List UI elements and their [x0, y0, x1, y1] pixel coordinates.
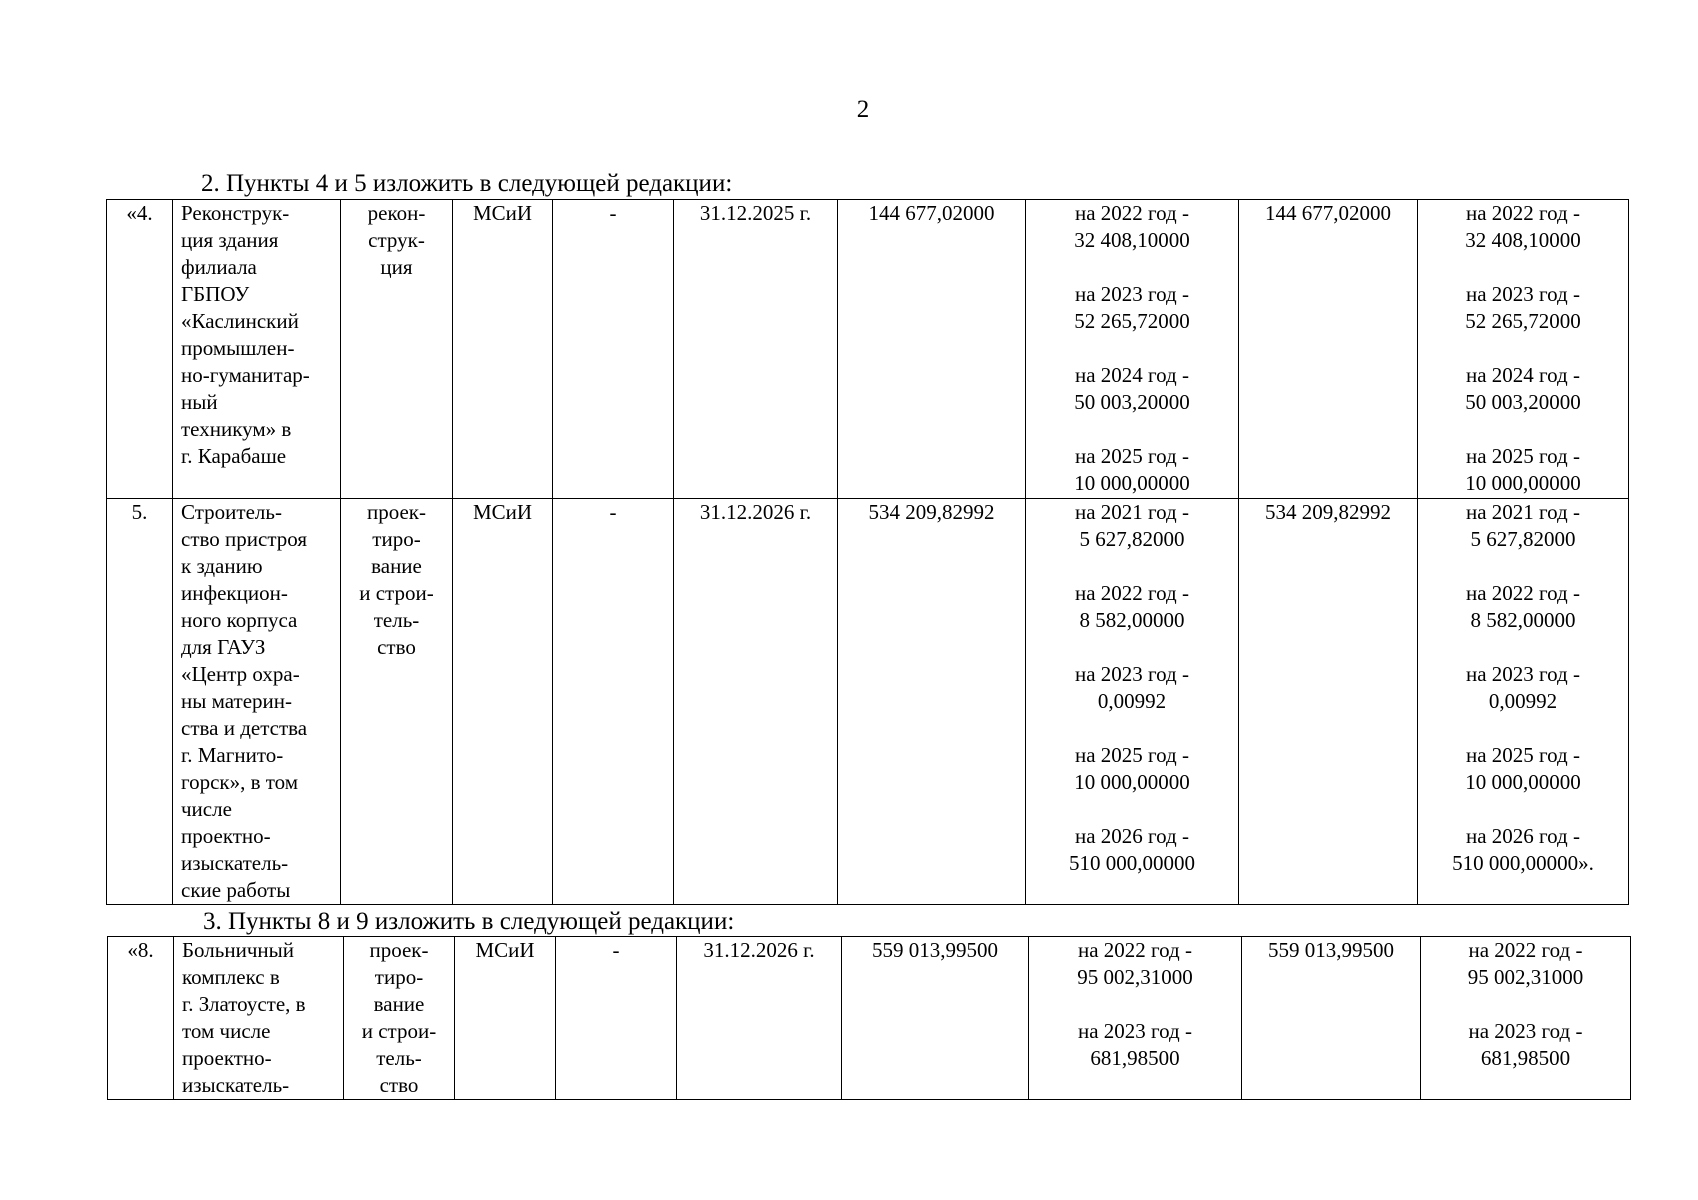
year-label: на 2022 год - — [1078, 938, 1192, 962]
year-entry — [1418, 362, 1628, 416]
year-entry — [1421, 1018, 1630, 1072]
table-row — [107, 499, 1629, 905]
year-entry — [1418, 281, 1628, 335]
year-value: 510 000,00000». — [1452, 851, 1594, 875]
year-entry — [1418, 443, 1628, 497]
year-value: 10 000,00000 — [1074, 770, 1190, 794]
year-entry — [1418, 661, 1628, 715]
item-name-line: ция здания — [181, 228, 279, 252]
work-type-line: тиро- — [372, 527, 421, 551]
item-name-line: г. Карабаше — [181, 444, 287, 468]
yearly-financing — [1026, 499, 1239, 905]
total-cost: 144 677,02000 — [838, 200, 1026, 499]
item-number: «8. — [108, 937, 174, 1100]
responsible-org: МСиИ — [455, 937, 556, 1100]
table-row — [107, 200, 1629, 499]
item-name — [173, 499, 341, 905]
item-name-line: проектно- — [182, 1046, 272, 1070]
yearly-financing-budget — [1418, 499, 1629, 905]
item-name-line: изыскатель- — [181, 851, 289, 875]
year-value: 52 265,72000 — [1074, 309, 1190, 333]
completion-date: 31.12.2026 г. — [677, 937, 842, 1100]
work-type-line: тель- — [376, 1046, 422, 1070]
year-value: 8 582,00000 — [1079, 608, 1185, 632]
year-value: 10 000,00000 — [1074, 471, 1190, 495]
yearly-financing-budget — [1418, 200, 1629, 499]
year-label: на 2023 год - — [1468, 1019, 1583, 1043]
work-type — [341, 499, 453, 905]
year-label: на 2024 год - — [1075, 363, 1189, 387]
item-name-line: ный — [181, 390, 218, 414]
yearly-financing-budget — [1421, 937, 1631, 1100]
year-label: на 2023 год - — [1466, 282, 1580, 306]
completion-date: 31.12.2025 г. — [674, 200, 838, 499]
item-name-line: изыскатель- — [182, 1073, 290, 1097]
item-name-line: Реконструк- — [181, 201, 290, 225]
year-value: 10 000,00000 — [1465, 471, 1581, 495]
year-entry — [1026, 742, 1238, 796]
work-type-line: и строи- — [359, 581, 434, 605]
year-value: 32 408,10000 — [1465, 228, 1581, 252]
total-cost-budget: 144 677,02000 — [1239, 200, 1418, 499]
work-type-line: и строи- — [361, 1019, 437, 1043]
year-value: 681,98500 — [1090, 1046, 1180, 1070]
item-name-line: г. Магнито- — [181, 743, 284, 767]
work-type-line: вание — [373, 992, 425, 1016]
year-label: на 2025 год - — [1466, 743, 1580, 767]
year-value: 5 627,82000 — [1079, 527, 1185, 551]
item-name-line: проектно- — [181, 824, 271, 848]
year-value: 5 627,82000 — [1470, 527, 1576, 551]
work-type-line: струк- — [368, 228, 425, 252]
year-label: на 2024 год - — [1466, 363, 1580, 387]
year-entry — [1026, 200, 1238, 254]
year-label: на 2022 год - — [1075, 201, 1189, 225]
year-entry — [1418, 499, 1628, 553]
year-value: 681,98500 — [1480, 1046, 1571, 1070]
item-name-line: г. Златоусте, в — [182, 992, 306, 1016]
item-name-line: числе — [181, 797, 232, 821]
year-entry — [1418, 742, 1628, 796]
item-name-line: инфекцион- — [181, 581, 288, 605]
year-label: на 2023 год - — [1075, 282, 1189, 306]
work-type-line: проек- — [366, 500, 426, 524]
yearly-financing — [1026, 200, 1239, 499]
year-label: на 2023 год - — [1466, 662, 1580, 686]
year-label: на 2022 год - — [1075, 581, 1189, 605]
empty-dash: - — [553, 200, 674, 499]
year-value: 0,00992 — [1097, 689, 1167, 713]
year-label: на 2026 год - — [1075, 824, 1189, 848]
completion-date: 31.12.2026 г. — [674, 499, 838, 905]
page-number: 2 — [856, 96, 870, 123]
item-name-line: к зданию — [181, 554, 263, 578]
empty-dash: - — [553, 499, 674, 905]
item-name-line: том числе — [182, 1019, 271, 1043]
yearly-financing — [1029, 937, 1242, 1100]
item-name-line: ГБПОУ — [181, 282, 250, 306]
year-entry — [1418, 580, 1628, 634]
year-entry — [1026, 580, 1238, 634]
year-entry — [1026, 823, 1238, 877]
year-label: на 2022 год - — [1466, 201, 1580, 225]
work-type-line: тиро- — [374, 965, 424, 989]
year-entry — [1026, 661, 1238, 715]
item-number: 5. — [107, 499, 173, 905]
work-type — [344, 937, 455, 1100]
year-value: 95 002,31000 — [1467, 965, 1584, 989]
item-name-line: «Каслинский — [181, 309, 299, 333]
year-label: на 2022 год - — [1466, 581, 1580, 605]
item-number: «4. — [107, 200, 173, 499]
item-name-line: ские работы — [181, 878, 291, 902]
year-value: 50 003,20000 — [1074, 390, 1190, 414]
work-type-line: проек- — [369, 938, 429, 962]
year-label: на 2026 год - — [1466, 824, 1580, 848]
work-type-line: рекон- — [367, 201, 426, 225]
year-entry — [1029, 1018, 1241, 1072]
work-type-line: вание — [371, 554, 422, 578]
year-label: на 2023 год - — [1075, 662, 1189, 686]
section-heading-items-8-9: 3. Пункты 8 и 9 изложить в следующей редакции: — [203, 908, 735, 935]
year-value: 95 002,31000 — [1077, 965, 1193, 989]
year-label: на 2025 год - — [1466, 444, 1580, 468]
work-type — [341, 200, 453, 499]
year-entry — [1418, 823, 1628, 877]
responsible-org: МСиИ — [453, 200, 553, 499]
year-value: 510 000,00000 — [1069, 851, 1195, 875]
item-name-line: «Центр охра- — [181, 662, 300, 686]
year-label: на 2025 год - — [1075, 743, 1189, 767]
year-label: на 2021 год - — [1075, 500, 1189, 524]
item-name-line: ны материн- — [181, 689, 292, 713]
work-type-line: тель- — [373, 608, 420, 632]
item-name — [173, 200, 341, 499]
item-name-line: ство пристроя — [181, 527, 308, 551]
item-name-line: для ГАУЗ — [181, 635, 266, 659]
item-name-line: филиала — [181, 255, 257, 279]
year-value: 8 582,00000 — [1470, 608, 1576, 632]
item-name-line: промышлен- — [181, 336, 295, 360]
item-name-line: техникум» в — [181, 417, 292, 441]
items-table-8 — [107, 936, 1631, 1100]
year-value: 10 000,00000 — [1465, 770, 1581, 794]
empty-dash: - — [556, 937, 677, 1100]
total-cost: 559 013,99500 — [842, 937, 1029, 1100]
total-cost-budget: 559 013,99500 — [1242, 937, 1421, 1100]
item-name — [174, 937, 344, 1100]
item-name-line: комплекс в — [182, 965, 280, 989]
responsible-org: МСиИ — [453, 499, 553, 905]
year-value: 32 408,10000 — [1074, 228, 1190, 252]
item-name-line: Больничный — [182, 938, 294, 962]
year-value: 50 003,20000 — [1465, 390, 1581, 414]
year-entry — [1421, 937, 1630, 991]
total-cost-budget: 534 209,82992 — [1239, 499, 1418, 905]
item-name-line: горск», в том — [181, 770, 299, 794]
item-name-line: Строитель- — [181, 500, 282, 524]
table-row — [108, 937, 1631, 1100]
year-value: 52 265,72000 — [1465, 309, 1581, 333]
year-entry — [1026, 362, 1238, 416]
year-label: на 2025 год - — [1075, 444, 1189, 468]
total-cost: 534 209,82992 — [838, 499, 1026, 905]
year-value: 0,00992 — [1488, 689, 1558, 713]
items-table-4 — [106, 199, 1629, 499]
item-name-line: но-гуманитар- — [181, 363, 310, 387]
work-type-line: ство — [379, 1073, 419, 1097]
item-name-line: ства и детства — [181, 716, 308, 740]
year-entry — [1418, 200, 1628, 254]
year-label: на 2022 год - — [1468, 938, 1583, 962]
items-table-5 — [106, 498, 1629, 905]
year-entry — [1026, 499, 1238, 553]
work-type-line: ство — [377, 635, 416, 659]
year-entry — [1026, 281, 1238, 335]
work-type-line: ция — [380, 255, 413, 279]
year-label: на 2021 год - — [1466, 500, 1580, 524]
section-heading-items-4-5: 2. Пункты 4 и 5 изложить в следующей редакции: — [201, 170, 733, 197]
year-label: на 2023 год - — [1078, 1019, 1192, 1043]
item-name-line: ного корпуса — [181, 608, 298, 632]
year-entry — [1026, 443, 1238, 497]
year-entry — [1029, 937, 1241, 991]
